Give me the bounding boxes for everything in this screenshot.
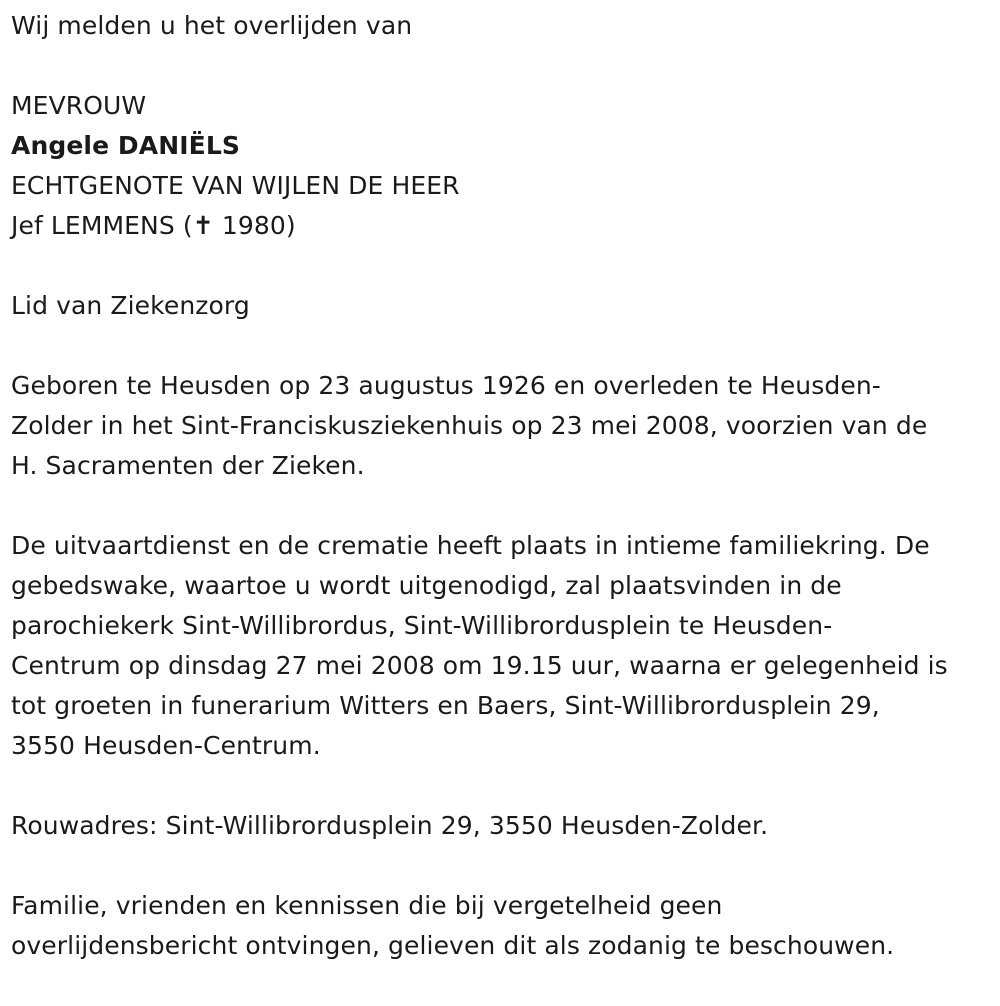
spacer xyxy=(11,326,991,366)
funeral-paragraph xyxy=(11,526,991,766)
spacer xyxy=(11,246,991,286)
intro-line: Wij melden u het overlijden van xyxy=(11,11,413,40)
paragraph-line: Geboren te Heusden op 23 augustus 1926 en overleden te Heusden- xyxy=(11,371,881,400)
mourning-address: Rouwadres: Sint-Willibrordusplein 29, 3550 Heusden-Zolder. xyxy=(11,811,769,840)
paragraph-line: De uitvaartdienst en de crematie heeft plaats in intieme familiekring. De xyxy=(11,531,930,560)
spouse-line: ECHTGENOTE VAN WIJLEN DE HEER xyxy=(11,171,460,200)
paragraph-line: H. Sacramenten der Zieken. xyxy=(11,451,365,480)
paragraph-line: Centrum op dinsdag 27 mei 2008 om 19.15 uur, waarna er gelegenheid is xyxy=(11,651,948,680)
paragraph-line: Familie, vrienden en kennissen die bij vergetelheid geen xyxy=(11,891,723,920)
spacer xyxy=(11,846,991,886)
death-notice xyxy=(11,6,991,966)
deceased-name: Angele DANIËLS xyxy=(11,131,240,160)
spacer xyxy=(11,766,991,806)
paragraph-line: parochiekerk Sint-Willibrordus, Sint-Willibrordusplein te Heusden- xyxy=(11,611,833,640)
spouse-name: Jef LEMMENS (✝ 1980) xyxy=(11,211,296,240)
spacer xyxy=(11,486,991,526)
paragraph-line: overlijdensbericht ontvingen, gelieven dit als zodanig te beschouwen. xyxy=(11,931,895,960)
paragraph-line: gebedswake, waartoe u wordt uitgenodigd, zal plaatsvinden in de xyxy=(11,571,842,600)
closing-paragraph xyxy=(11,886,991,966)
paragraph-line: tot groeten in funerarium Witters en Baers, Sint-Willibrordusplein 29, xyxy=(11,691,880,720)
title-line: MEVROUW xyxy=(11,91,147,120)
birth-death-paragraph xyxy=(11,366,991,486)
spacer xyxy=(11,46,991,86)
paragraph-line: Zolder in het Sint-Franciskusziekenhuis op 23 mei 2008, voorzien van de xyxy=(11,411,928,440)
paragraph-line: 3550 Heusden-Centrum. xyxy=(11,731,321,760)
membership-line: Lid van Ziekenzorg xyxy=(11,291,250,320)
